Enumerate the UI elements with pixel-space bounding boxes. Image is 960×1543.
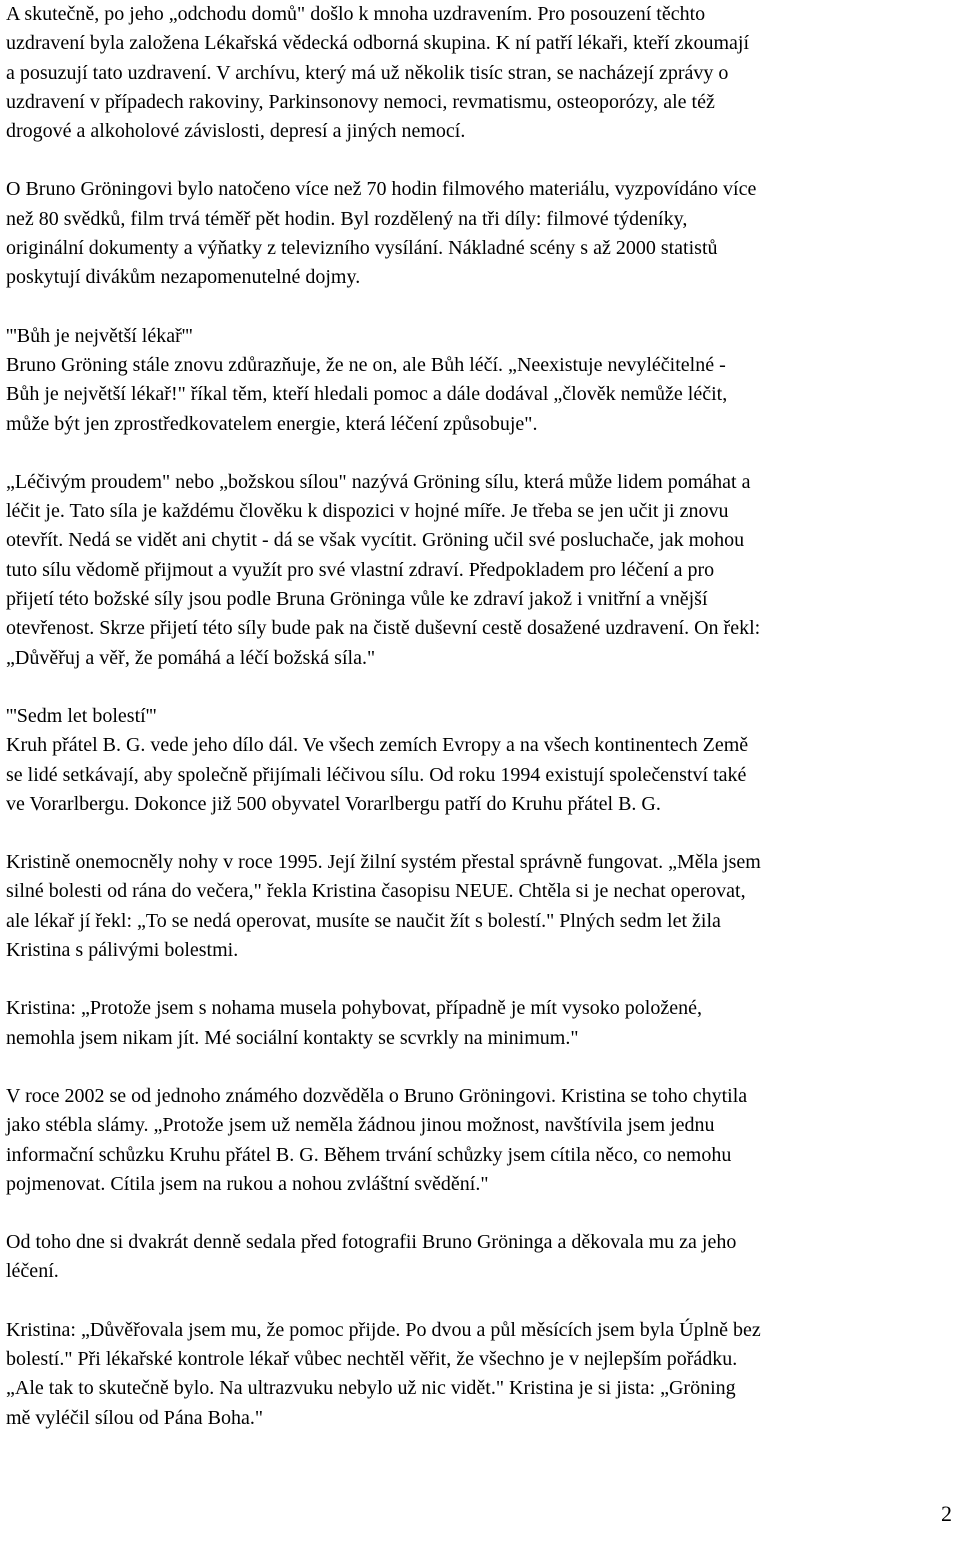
paragraph-kristina-2002: V roce 2002 se od jednoho známého dozvěděla o Bruno Gröningovi. Kristina se toho chytila jako stébla slámy. „Protože jsem už neměla žádnou jinou možnost, navštívila jsem jednu informační schůzku Kruhu přátel B. G. Během trvání schůzky jsem cítila něco, co nemohu pojmenovat. Cítila jsem na rukou a nohou zvláštní svědění." <box>6 1084 748 1195</box>
paragraph-gap <box>6 146 956 175</box>
paragraph-gap <box>6 1287 956 1316</box>
page-number: 2 <box>941 1501 952 1526</box>
paragraph-kristina-illness: Kristině onemocněly nohy v roce 1995. Její žilní systém přestal správně fungovat. „Měla jsem silné bolesti od rána do večera," řekla Kristina časopisu NEUE. Chtěla si je nechat operovat, ale lékař jí řekl: „To se nedá operovat, musíte se naučit žít s bolestí." Plných sedm let žila Kristina s pálivými bolestmi. <box>6 851 761 962</box>
paragraph-seven-years: '''Sedm let bolestí''' Kruh přátel B. G. vede jeho dílo dál. Ve všech zemích Evropy a na všech kontinentech Země se lidé setkávají, aby společně přijímali léčivou sílu. Od roku 1994 existují společenství také ve Vorarlbergu. Dokonce již 500 obyvatel Vorarlbergu patří do Kruhu přátel B. G. <box>6 704 749 815</box>
paragraph-gap <box>6 293 956 322</box>
paragraph-gap <box>6 439 956 468</box>
paragraph-gap <box>6 965 956 994</box>
paragraph-gap <box>6 1199 956 1228</box>
paragraph-gap <box>6 673 956 702</box>
document-page <box>6 0 956 1433</box>
paragraph-healing-stream: „Léčivým proudem" nebo „božskou sílou" nazývá Gröning sílu, která může lidem pomáhat a léčit je. Tato síla je každému člověku k dispozici v hojné míře. Je třeba se jen učit ji znovu otevřít. Nedá se vidět ani chytit - dá se však vycítit. Gröning učil své posluchače, jak mohou tuto sílu vědomě přijmout a využít pro své vlastní zdraví. Předpokladem pro léčení a pro přijetí této božské síly jsou podle Bruna Gröninga vůle ke zdraví jakož i vnitřní a vnější otevřenost. Skrze přijetí této síly bude pak na čistě duševní cestě dosažené uzdravení. On řekl: „Důvěřuj a věř, že pomáhá a léčí božská síla." <box>6 470 761 669</box>
paragraph-healings: A skutečně, po jeho „odchodu domů" došlo k mnoha uzdravením. Pro posouzení těchto uzdravení byla založena Lékařská vědecká odborná skupina. K ní patří lékaři, kteří zkoumají a posuzují tato uzdravení. V archívu, který má už několik tisíc stran, se nacházejí zprávy o uzdravení v případech rakoviny, Parkinsonovy nemoci, revmatismu, osteoporózy, ale též drogové a alkoholové závislosti, depresí a jiných nemocí. <box>6 3 750 143</box>
paragraph-gap <box>6 1053 956 1082</box>
paragraph-daily-gratitude: Od toho dne si dvakrát denně sedala před fotografii Bruno Gröninga a děkovala mu za jeho léčení. <box>6 1231 737 1283</box>
paragraph-film: O Bruno Gröningovi bylo natočeno více než 70 hodin filmového materiálu, vyzpovídáno více než 80 svědků, film trvá téměř pět hodin. Byl rozdělený na tři díly: filmové týdeníky, originální dokumenty a výňatky z televizního vysílání. Nákladné scény s až 2000 statistů poskytují divákům nezapomenutelné dojmy. <box>6 178 757 289</box>
paragraph-kristina-quote-2: Kristina: „Důvěřovala jsem mu, že pomoc přijde. Po dvou a půl měsících jsem byla Úplně bez bolestí." Při lékařské kontrole lékař vůbec nechtěl věřit, že všechno je v nejlepším pořádku. „Ale tak to skutečně bylo. Na ultrazvuku nebylo už nic vidět." Kristina je si jista: „Gröning mě vyléčil sílou od Pána Boha." <box>6 1318 761 1429</box>
paragraph-kristina-quote-1: Kristina: „Protože jsem s nohama musela pohybovat, případně je mít vysoko položené, nemohla jsem nikam jít. Mé sociální kontakty se scvrkly na minimum." <box>6 997 702 1049</box>
paragraph-gap <box>6 819 956 848</box>
paragraph-god-greatest-doctor: '''Bůh je největší lékař''' Bruno Gröning stále znovu zdůrazňuje, že ne on, ale Bůh léčí. „Neexistuje nevyléčitelné - Bůh je největší lékař!" říkal těm, kteří hledali pomoc a dále dodával „člověk nemůže léčit, může být jen zprostředkovatelem energie, která léčení způsobuje". <box>6 324 728 435</box>
